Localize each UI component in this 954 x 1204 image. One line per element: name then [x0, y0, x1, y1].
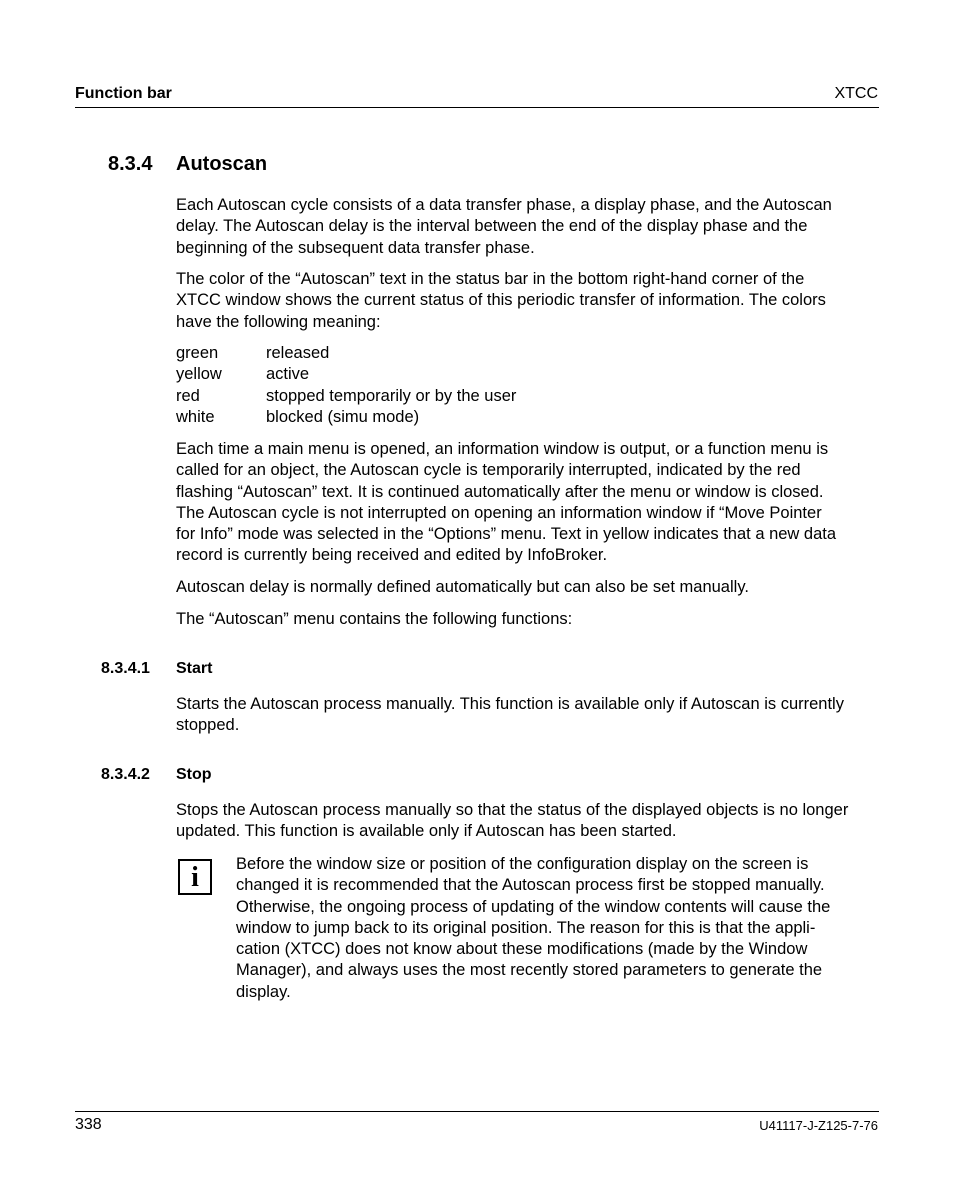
color-row [176, 407, 516, 428]
section-title: Autoscan [176, 153, 268, 175]
start-paragraph [176, 694, 880, 737]
color-name: white [176, 407, 215, 426]
intro-paragraph-2 [176, 269, 880, 333]
color-name: green [176, 344, 219, 362]
text-line: window to jump back to its original position. The reason for this is that the appli- [236, 918, 816, 937]
section-heading [108, 151, 267, 177]
color-meaning: active [266, 365, 310, 384]
color-meaning: stopped temporarily or by the user [266, 386, 517, 405]
intro-paragraph-5 [176, 609, 880, 630]
text-line: Autoscan delay is normally defined automatically but can also be set manually. [176, 578, 749, 596]
text-line: The “Autoscan” menu contains the following functions: [176, 610, 573, 628]
subsection-title: Start [176, 660, 213, 677]
footer-rule [75, 1111, 879, 1112]
running-header-title: Function bar [75, 85, 172, 102]
subsection-heading-stop [101, 765, 212, 785]
intro-paragraph-4 [176, 577, 880, 598]
color-name: red [176, 386, 200, 405]
intro-paragraph-1 [176, 195, 880, 259]
color-meaning: released [266, 344, 330, 362]
text-line: cation (XTCC) does not know about these modifications (made by the Window [236, 940, 808, 959]
document-id: U41117-J-Z125-7-76 [759, 1118, 878, 1133]
page-number: 338 [75, 1116, 102, 1133]
text-line: delay. The Autoscan delay is the interval between the end of the display phase and the [176, 217, 808, 236]
subsection-number: 8.3.4.2 [101, 766, 150, 783]
color-row [176, 386, 516, 407]
text-line: The Autoscan cycle is not interrupted on opening an information window if “Move Pointer [176, 503, 822, 522]
text-line: for Info” mode was selected in the “Options” menu. Text in yellow indicates that a new data [176, 525, 837, 544]
info-icon: i [178, 859, 212, 895]
text-line: Otherwise, the ongoing process of updating of the window contents will cause the [236, 897, 831, 916]
text-line: Manager), and always uses the most recently stored parameters to generate the [236, 961, 823, 980]
stop-paragraph [176, 800, 880, 843]
text-line: display. [236, 982, 291, 1001]
text-line: flashing “Autoscan” text. It is continued automatically after the menu or window is closed. [176, 482, 824, 501]
text-line: beginning of the subsequent data transfer phase. [176, 238, 535, 257]
text-line: updated. This function is available only if Autoscan has been started. [176, 822, 677, 841]
subsection-title: Stop [176, 766, 212, 783]
text-line: Stops the Autoscan process manually so that the status of the displayed objects is no longer [176, 801, 849, 819]
text-line: stopped. [176, 716, 240, 735]
intro-paragraph-3 [176, 439, 880, 567]
text-line: Each Autoscan cycle consists of a data transfer phase, a display phase, and the Autoscan [176, 196, 832, 214]
running-header-product: XTCC [834, 85, 878, 102]
color-meaning-table [176, 343, 516, 428]
section-number: 8.3.4 [108, 153, 153, 175]
text-line: record is currently being received and edited by InfoBroker. [176, 546, 608, 565]
text-line: Before the window size or position of the configuration display on the screen is [236, 855, 809, 873]
color-name: yellow [176, 365, 222, 384]
text-line: have the following meaning: [176, 312, 381, 331]
text-line: Starts the Autoscan process manually. This function is available only if Autoscan is currently [176, 695, 844, 713]
info-note [236, 854, 886, 1003]
text-line: The color of the “Autoscan” text in the status bar in the bottom right-hand corner of the [176, 270, 805, 288]
text-line: called for an object, the Autoscan cycle is temporarily interrupted, indicated by the red [176, 461, 801, 480]
text-line: changed it is recommended that the Autoscan process first be stopped manually. [236, 876, 825, 895]
subsection-number: 8.3.4.1 [101, 660, 150, 677]
header-rule [75, 107, 879, 108]
text-line: Each time a main menu is opened, an information window is output, or a function menu is [176, 440, 829, 458]
color-row [176, 343, 516, 364]
color-row [176, 364, 516, 385]
subsection-heading-start [101, 659, 212, 679]
text-line: XTCC window shows the current status of this periodic transfer of information. The colors [176, 291, 826, 310]
color-meaning: blocked (simu mode) [266, 407, 420, 426]
